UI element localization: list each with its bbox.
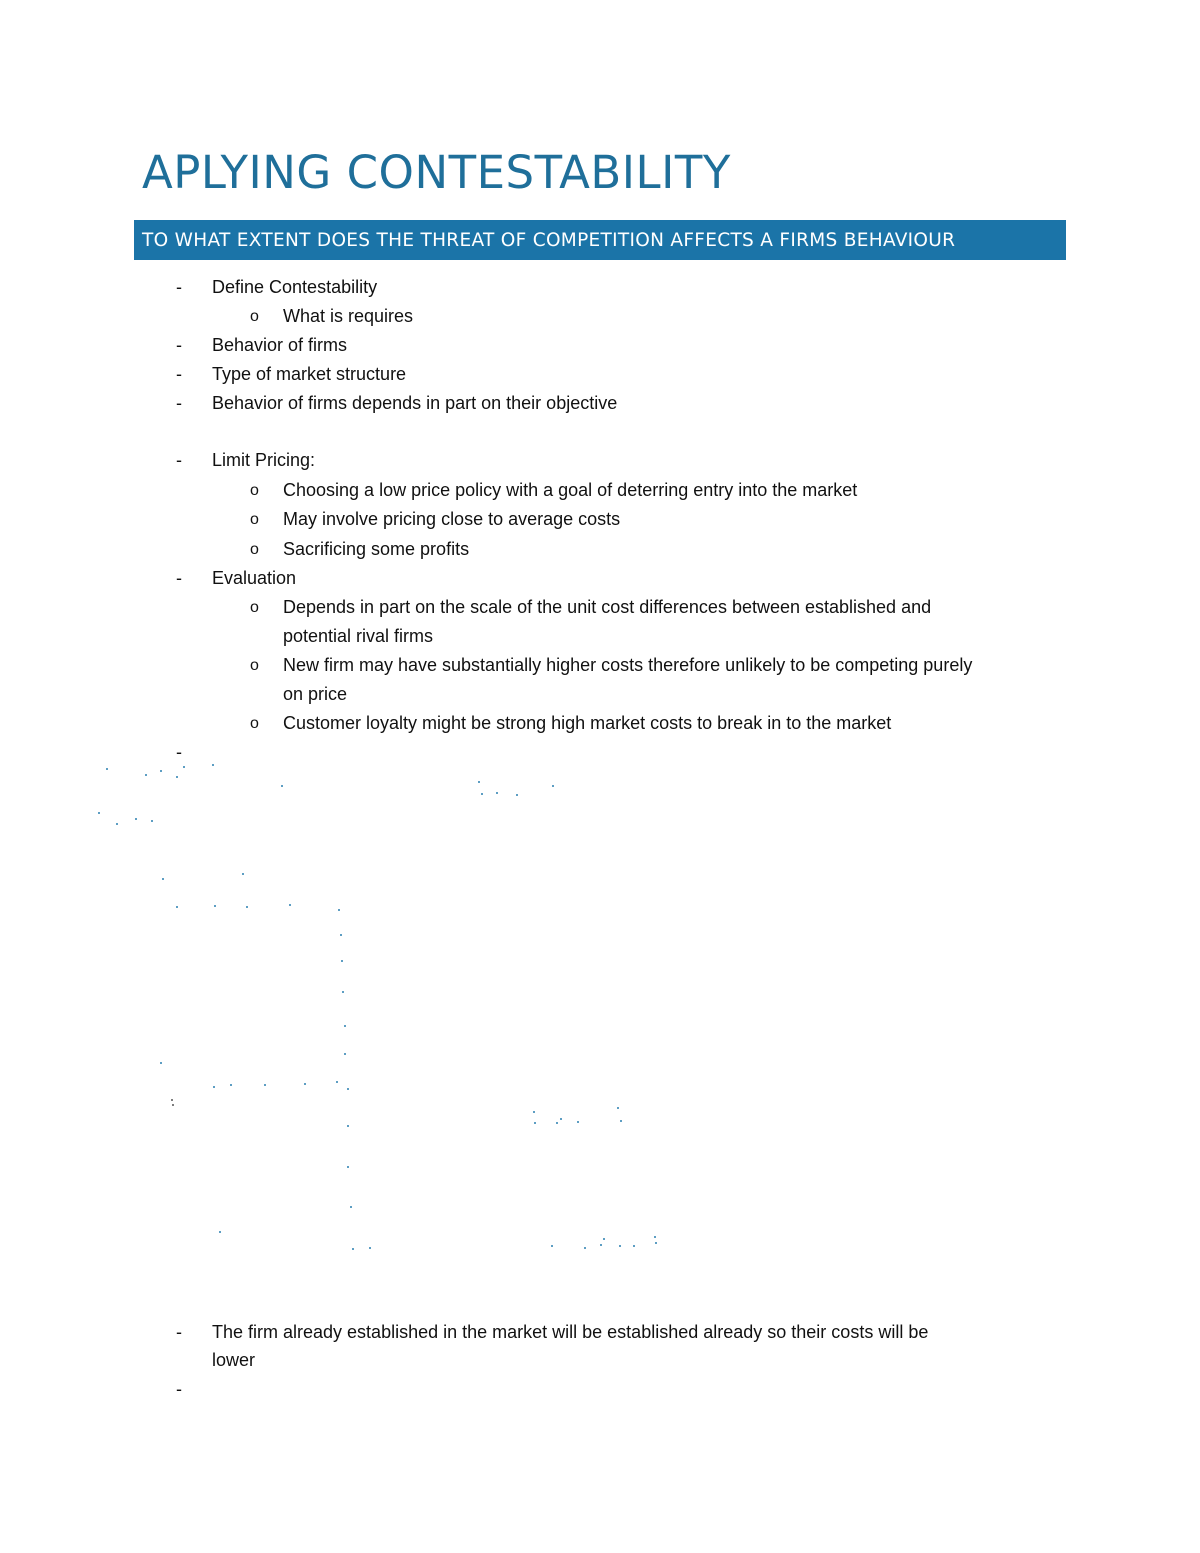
bullet-marker: o <box>250 715 259 732</box>
list-item-market-type: Type of market structure <box>212 364 407 384</box>
dash-marker: - <box>176 1322 182 1342</box>
dash-marker: - <box>176 393 182 413</box>
sub-item-cost-differences-cont: potential rival firms <box>283 626 434 646</box>
sub-item-what-requires: What is requires <box>283 306 414 326</box>
sub-item-sacrificing-profits: Sacrificing some profits <box>283 539 470 559</box>
bullet-marker: o <box>250 511 259 528</box>
document-title: APLYING CONTESTABILITY <box>142 146 731 199</box>
bullet-marker: o <box>250 599 259 616</box>
list-item-limit-pricing: Limit Pricing: <box>212 450 316 470</box>
dash-marker: - <box>176 335 182 355</box>
dash-marker: - <box>176 364 182 384</box>
bullet-marker: o <box>250 541 259 558</box>
sub-item-customer-loyalty: Customer loyalty might be strong high market costs to break in to the market <box>283 713 892 733</box>
subtitle-text: TO WHAT EXTENT DOES THE THREAT OF COMPETITION AFFECTS A FIRMS BEHAVIOUR <box>142 229 956 251</box>
sub-item-average-costs: May involve pricing close to average costs <box>283 509 621 529</box>
list-item-established-firm: The firm already established in the market will be established already so their costs will be <box>212 1322 929 1342</box>
sub-item-higher-costs-cont: on price <box>283 684 348 704</box>
subtitle-band <box>134 220 1066 260</box>
bullet-marker: o <box>250 657 259 674</box>
dash-marker: - <box>176 568 182 588</box>
sub-item-higher-costs: New firm may have substantially higher costs therefore unlikely to be competing purely <box>283 655 973 675</box>
list-item-define: Define Contestability <box>212 277 378 297</box>
sub-item-cost-differences: Depends in part on the scale of the unit cost differences between established and <box>283 597 932 617</box>
dash-marker: - <box>176 277 182 297</box>
list-item-behavior: Behavior of firms <box>212 335 348 355</box>
sub-item-low-price: Choosing a low price policy with a goal of deterring entry into the market <box>283 480 858 500</box>
list-item-objective: Behavior of firms depends in part on their objective <box>212 393 618 413</box>
bullet-marker: o <box>250 308 259 325</box>
bullet-marker: o <box>250 482 259 499</box>
list-item-established-firm-cont: lower <box>212 1350 256 1370</box>
dash-marker: - <box>176 1379 182 1399</box>
dash-marker: - <box>176 742 182 762</box>
list-item-evaluation: Evaluation <box>212 568 297 588</box>
dash-marker: - <box>176 450 182 470</box>
